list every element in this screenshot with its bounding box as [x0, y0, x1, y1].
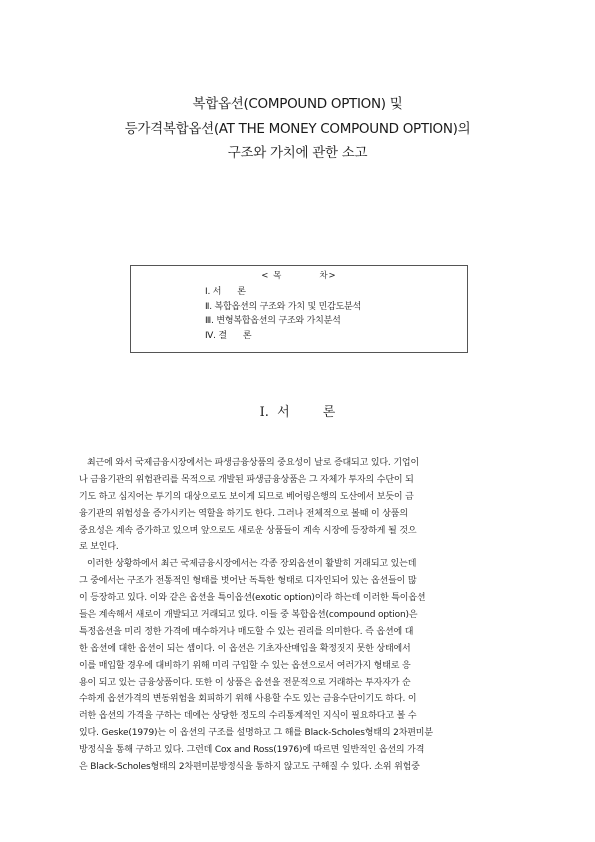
paragraph-line: 최근에 와서 국제금융시장에서는 파생금융상품의 중요성이 날로 증대되고 있다. 기업이: [87, 458, 419, 468]
toc-item: Ⅱ. 복합옵션의 구조와 가치 및 민감도분석: [205, 301, 362, 312]
toc-item: Ⅲ. 변형복합옵션의 구조와 가치분석: [205, 316, 341, 327]
title-line-2: 등가격복합옵션(AT THE MONEY COMPOUND OPTION)의: [124, 121, 471, 137]
toc-item: Ⅰ. 서 론: [205, 287, 246, 297]
toc-list: [205, 285, 361, 343]
table-of-contents-box: [130, 265, 468, 353]
title-line-3: 구조와 가치에 관한 소고: [227, 145, 368, 161]
paragraph-line: 용이 되고 있는 금융상품이다. 또한 이 상품은 옵션을 전문적으로 거래하는 투자자가 순: [79, 677, 411, 688]
body-text: [79, 455, 515, 776]
paragraph-line: 이러한 상황하에서 최근 국제금융시장에서는 각종 장외옵션이 활발히 거래되고 있는데: [87, 559, 417, 570]
toc-heading: < 목 차>: [261, 271, 337, 281]
paragraph-line: 수하게 옵션가격의 변동위험을 회피하기 위해 사용할 수도 있는 금융수단이기도 하다. 이: [79, 694, 417, 705]
paragraph-line: 그 중에서는 구조가 전통적인 형태를 벗어난 독특한 형태로 디자인되어 있는 옵션들이 많: [79, 576, 417, 587]
paragraph-line: 방정식을 통해 구하고 있다. 그런데 Cox and Ross(1976)에 따르면 일반적인 옵션의 가격: [79, 745, 425, 756]
paragraph-line: 특정옵션을 미리 정한 가격에 매수하거나 매도할 수 있는 권리를 의미한다. 즉 옵션에 대: [79, 626, 414, 637]
paragraph-line: 한 옵션에 대한 옵션이 되는 셈이다. 이 옵션은 기초자산매입을 확정짓지 못한 상태에서: [79, 643, 411, 654]
paragraph-line: 이를 매입할 경우에 대비하기 위해 미리 구입할 수 있는 옵션으로서 여러가지 형태로 응: [79, 660, 411, 671]
paragraph-line: 중요성은 계속 증가하고 있으며 앞으로도 새로운 상품들이 계속 시장에 등장하게 될 것으: [79, 525, 417, 536]
paragraph-line: 나 금융기관의 위험관리를 목적으로 개발된 파생금융상품은 그 자체가 투자의 수단이 되: [79, 474, 414, 485]
paragraph-line: 은 Black-Scholes형태의 2차편미분방정식을 통하지 않고도 구해질 수 있다. 소위 위험중: [79, 762, 420, 773]
paragraph-line: 로 보인다.: [79, 542, 119, 553]
paragraph-line: 융기관의 위험성을 증가시키는 역할을 하기도 한다. 그러나 전체적으로 볼때 이 상품의: [79, 508, 408, 519]
paragraph-line: 기도 하고 심지어는 투기의 대상으로도 보이게 되므로 베어링은행의 도산에서 보듯이 금: [79, 491, 414, 502]
paragraph-line: 러한 옵션의 가격을 구하는 데에는 상당한 정도의 수리통계적인 지식이 필요하다고 볼 수: [79, 711, 417, 722]
title-line-1: 복합옵션(COMPOUND OPTION) 및: [192, 96, 403, 112]
paragraph-line: 들은 계속해서 새로이 개발되고 거래되고 있다. 이들 중 복합옵션(compound option)은: [79, 610, 418, 621]
section-heading: Ⅰ. 서 론: [259, 405, 336, 420]
paragraph-line: 있다. Geske(1979)는 이 옵션의 구조를 설명하고 그 해를 Black-Scholes형태의 2차편미분: [79, 728, 433, 739]
paragraph-line: 이 등장하고 있다. 이와 같은 옵션을 특이옵션(exotic option)이라 하는데 이러한 특이옵션: [79, 593, 426, 604]
toc-item: Ⅳ. 결 론: [205, 330, 252, 341]
